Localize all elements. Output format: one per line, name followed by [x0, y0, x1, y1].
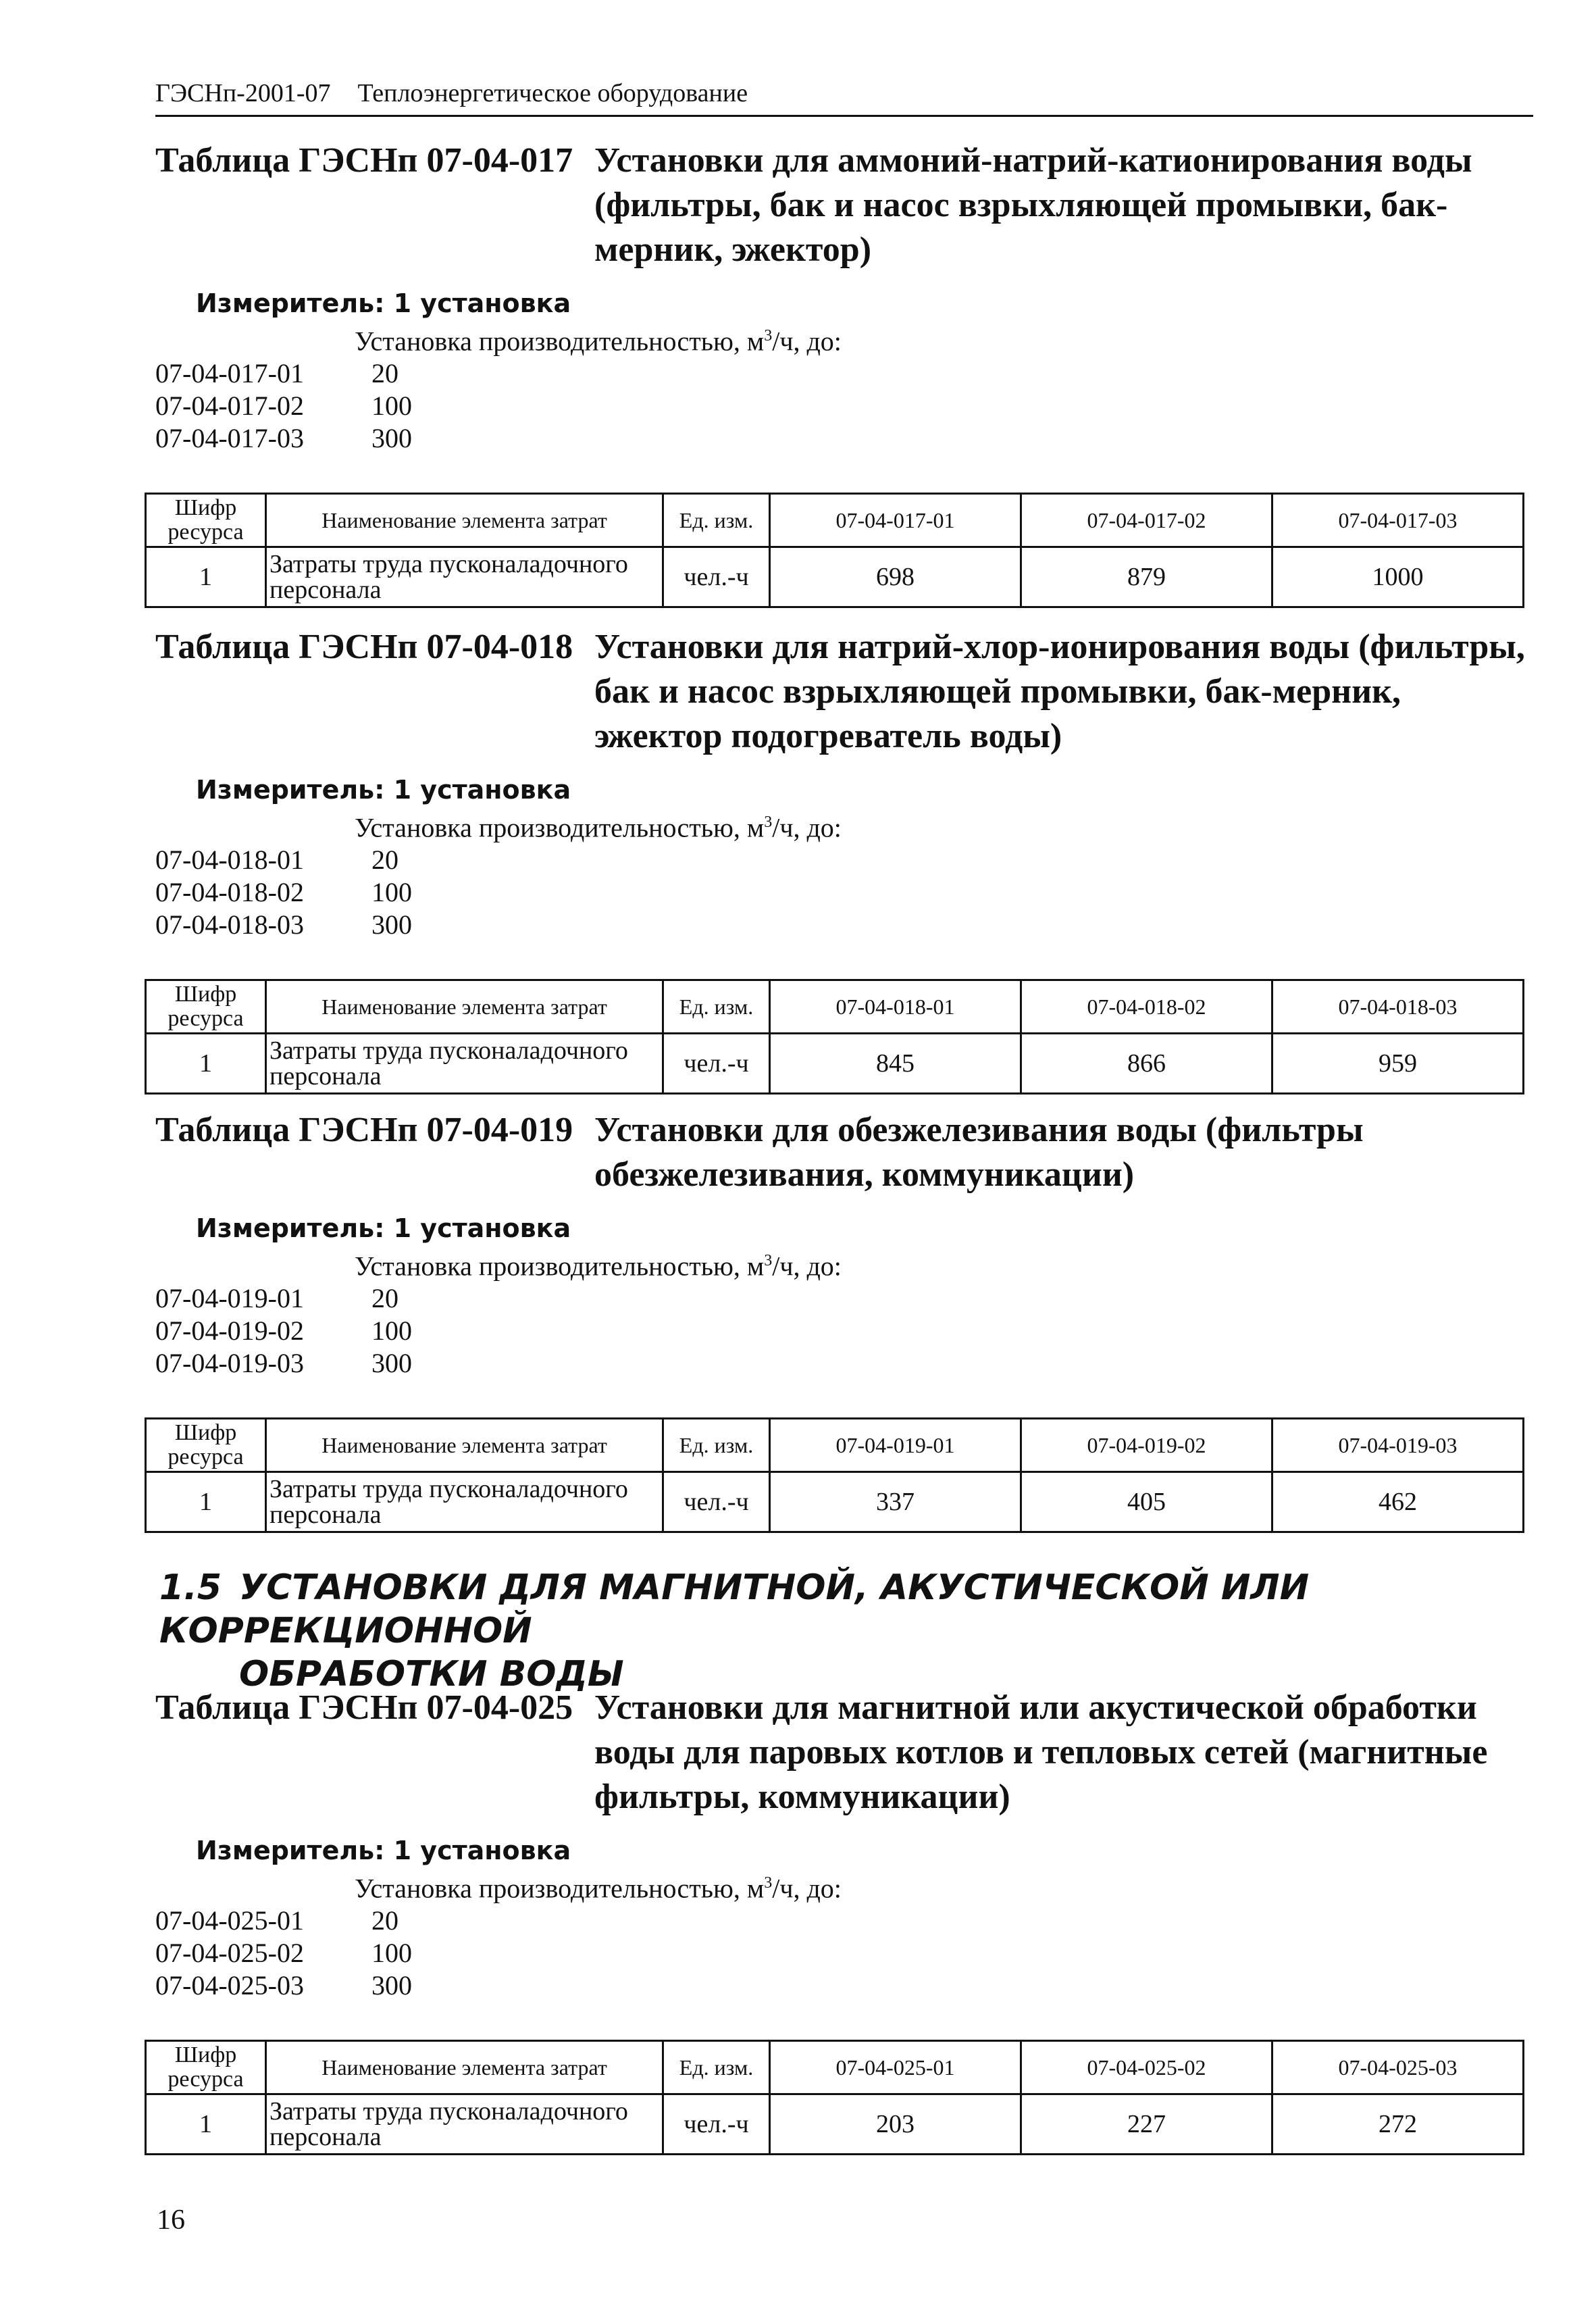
header-col-3: 07-04-019-03 — [1272, 1419, 1524, 1472]
page-number: 16 — [157, 2205, 185, 2236]
code-list — [155, 1282, 1533, 1380]
code-item: 07-04-019-02 100 — [155, 1315, 412, 1347]
cell-value-3: 1000 — [1272, 547, 1524, 607]
table-id: Таблица ГЭСНп 07-04-018 — [155, 628, 573, 666]
chapter-heading — [159, 1566, 1537, 1696]
code-list — [155, 357, 1533, 455]
table-title: Установки для натрий-хлор-ионирования воды (фильтры, бак и насос взрыхляющей промывки, бак-мерник, эжектор подогреватель воды) — [594, 628, 1525, 755]
header-unit: Ед. изм. — [663, 980, 770, 1034]
capacity-label: Установка производительностью, $м^3/ч$, до: — [355, 1873, 842, 1904]
header-unit: Ед. изм. — [663, 2041, 770, 2094]
code-item: 07-04-017-01 20 — [155, 358, 398, 389]
table-section-019 — [155, 1108, 1533, 1533]
header-cost-element: Наименование элемента затрат — [266, 494, 663, 547]
cell-value-2: 879 — [1021, 547, 1272, 607]
table-title: Установки для обезжелезивания воды (фильтры обезжелезивания, коммуникации) — [594, 1111, 1364, 1194]
table-id: Таблица ГЭСНп 07-04-017 — [155, 141, 573, 180]
cell-value-1: 203 — [770, 2094, 1021, 2155]
meter-label: Измеритель: 1 установка — [196, 288, 571, 318]
capacity-label: Установка производительностью, $м^3/ч$, до: — [355, 326, 842, 357]
header-code: ГЭСНп-2001-07 — [155, 79, 331, 107]
table-title: Установки для аммоний-натрий-катионирования воды (фильтры, бак и насос взрыхляющей промывки, бак-мерник, эжектор) — [594, 141, 1472, 269]
header-col-1: 07-04-019-01 — [770, 1419, 1021, 1472]
header-title: Теплоэнергетическое оборудование — [357, 79, 748, 107]
meter-label: Измеритель: 1 установка — [196, 1213, 571, 1243]
code-item: 07-04-025-01 20 — [155, 1905, 398, 1936]
table-section-018 — [155, 625, 1533, 1095]
table-row — [146, 547, 1524, 607]
code-item: 07-04-018-01 20 — [155, 845, 398, 876]
header-cost-element: Наименование элемента затрат — [266, 2041, 663, 2094]
cell-cost-element: Затраты труда пусконаладочного персонала — [266, 1034, 663, 1094]
cell-cost-element: Затраты труда пусконаладочного персонала — [266, 547, 663, 607]
cell-resource-code: 1 — [146, 547, 266, 607]
cell-value-3: 272 — [1272, 2094, 1524, 2155]
norm-table — [145, 2040, 1524, 2155]
cell-value-1: 337 — [770, 1472, 1021, 1532]
header-resource-code: Шифр ресурса — [146, 980, 266, 1034]
header-col-1: 07-04-018-01 — [770, 980, 1021, 1034]
norm-table — [145, 493, 1524, 608]
header-cost-element: Наименование элемента затрат — [266, 1419, 663, 1472]
table-header-row — [146, 1419, 1524, 1472]
code-item: 07-04-019-03 300 — [155, 1348, 412, 1379]
norm-table — [145, 1417, 1524, 1533]
cell-unit: чел.-ч — [663, 1034, 770, 1094]
table-row — [146, 2094, 1524, 2155]
cell-value-3: 959 — [1272, 1034, 1524, 1094]
header-cost-element: Наименование элемента затрат — [266, 980, 663, 1034]
header-unit: Ед. изм. — [663, 1419, 770, 1472]
capacity-label: Установка производительностью, $м^3/ч$, до: — [355, 812, 842, 843]
code-list — [155, 1905, 1533, 2002]
cell-resource-code: 1 — [146, 2094, 266, 2155]
header-col-1: 07-04-017-01 — [770, 494, 1021, 547]
cell-value-2: 405 — [1021, 1472, 1272, 1532]
header-col-2: 07-04-025-02 — [1021, 2041, 1272, 2094]
code-list — [155, 844, 1533, 941]
running-header — [155, 76, 1533, 117]
table-id: Таблица ГЭСНп 07-04-025 — [155, 1688, 573, 1727]
chapter-number: 1.5 — [159, 1567, 222, 1608]
header-col-3: 07-04-017-03 — [1272, 494, 1524, 547]
cell-resource-code: 1 — [146, 1034, 266, 1094]
table-section-025 — [155, 1686, 1533, 2155]
table-id: Таблица ГЭСНп 07-04-019 — [155, 1111, 573, 1149]
code-item: 07-04-017-03 300 — [155, 423, 412, 454]
table-header-row — [146, 494, 1524, 547]
header-resource-code: Шифр ресурса — [146, 494, 266, 547]
table-row — [146, 1472, 1524, 1532]
header-col-2: 07-04-019-02 — [1021, 1419, 1272, 1472]
cell-unit: чел.-ч — [663, 1472, 770, 1532]
cell-resource-code: 1 — [146, 1472, 266, 1532]
cell-cost-element: Затраты труда пусконаладочного персонала — [266, 1472, 663, 1532]
table-section-017 — [155, 139, 1533, 608]
code-item: 07-04-017-02 100 — [155, 391, 412, 422]
table-row — [146, 1034, 1524, 1094]
cell-value-1: 845 — [770, 1034, 1021, 1094]
meter-label: Измеритель: 1 установка — [196, 775, 571, 805]
cell-unit: чел.-ч — [663, 547, 770, 607]
header-col-3: 07-04-025-03 — [1272, 2041, 1524, 2094]
table-header-row — [146, 2041, 1524, 2094]
capacity-label: Установка производительностью, $м^3/ч$, до: — [355, 1251, 842, 1282]
cell-cost-element: Затраты труда пусконаладочного персонала — [266, 2094, 663, 2155]
cell-value-3: 462 — [1272, 1472, 1524, 1532]
code-item: 07-04-018-02 100 — [155, 877, 412, 908]
cell-value-1: 698 — [770, 547, 1021, 607]
code-item: 07-04-025-02 100 — [155, 1938, 412, 1969]
header-col-2: 07-04-018-02 — [1021, 980, 1272, 1034]
header-unit: Ед. изм. — [663, 494, 770, 547]
header-col-1: 07-04-025-01 — [770, 2041, 1021, 2094]
cell-value-2: 866 — [1021, 1034, 1272, 1094]
chapter-title-line2: ОБРАБОТКИ ВОДЫ — [239, 1654, 624, 1694]
table-title: Установки для магнитной или акустической обработки воды для паровых котлов и тепловых сетей (магнитные фильтры, коммуникации) — [594, 1688, 1488, 1816]
code-item: 07-04-018-03 300 — [155, 909, 412, 940]
chapter-title-line1: УСТАНОВКИ ДЛЯ МАГНИТНОЙ, АКУСТИЧЕСКОЙ ИЛИ КОРРЕКЦИОННОЙ — [159, 1567, 1310, 1651]
code-item: 07-04-019-01 20 — [155, 1283, 398, 1314]
meter-label: Измеритель: 1 установка — [196, 1836, 571, 1865]
code-item: 07-04-025-03 300 — [155, 1970, 412, 2001]
cell-unit: чел.-ч — [663, 2094, 770, 2155]
header-col-3: 07-04-018-03 — [1272, 980, 1524, 1034]
header-col-2: 07-04-017-02 — [1021, 494, 1272, 547]
header-resource-code: Шифр ресурса — [146, 2041, 266, 2094]
cell-value-2: 227 — [1021, 2094, 1272, 2155]
norm-table — [145, 979, 1524, 1095]
table-header-row — [146, 980, 1524, 1034]
header-resource-code: Шифр ресурса — [146, 1419, 266, 1472]
